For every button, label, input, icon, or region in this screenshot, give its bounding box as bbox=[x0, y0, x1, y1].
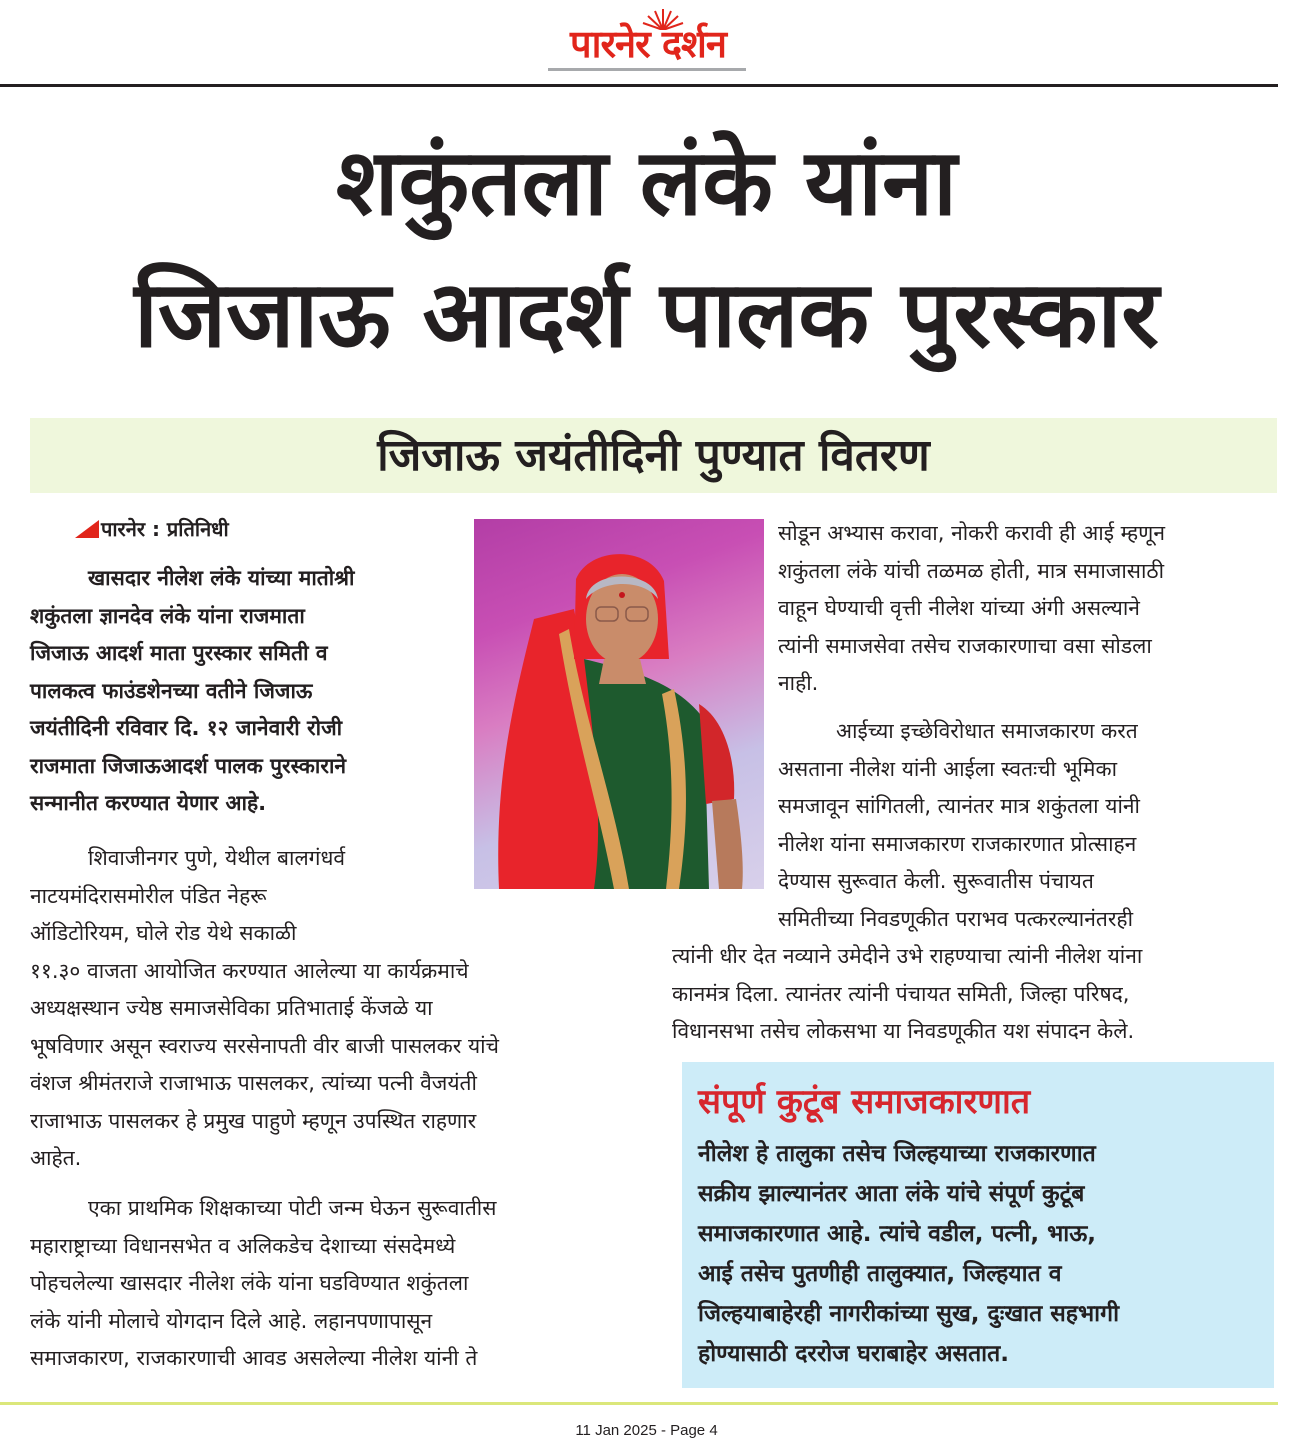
headline-line-2: जिजाऊ आदर्श पालक पुरस्कार bbox=[134, 261, 1159, 368]
text-line: कानमंत्र दिला. त्यानंतर त्यांनी पंचायत समिती, जिल्हा परिषद, bbox=[672, 981, 1130, 1006]
text-line: सोडून अभ्यास करावा, नोकरी करावी ही आई म्हणून bbox=[778, 521, 1166, 545]
article-paragraph-3 bbox=[30, 1190, 496, 1378]
text-line: नाटयमंदिरासमोरील पंडित नेहरू bbox=[30, 883, 267, 908]
sidebox-body bbox=[698, 1134, 1119, 1374]
text-line: समाजकारण, राजकारणाची आवड असलेल्या नीलेश यांनी ते bbox=[30, 1346, 478, 1370]
text-line: एका प्राथमिक शिक्षकाच्या पोटी जन्म घेऊन सुरूवातीस bbox=[88, 1196, 497, 1220]
red-triangle-icon bbox=[75, 520, 99, 538]
footer-divider bbox=[0, 1402, 1278, 1405]
article-paragraph-2 bbox=[30, 840, 499, 1178]
masthead bbox=[0, 0, 1293, 88]
logo-text: पारनेर दर्शन bbox=[570, 21, 726, 66]
article-paragraph-4 bbox=[778, 515, 1165, 703]
text-line: शिवाजीनगर पुणे, येथील बालगंधर्व bbox=[88, 846, 346, 870]
article-paragraph-5 bbox=[778, 713, 1140, 938]
text-line: आईच्या इच्छेविरोधात समाजकारण करत bbox=[836, 719, 1138, 743]
text-line: लंके यांनी मोलाचे योगदान दिले आहे. लहानपणापासून bbox=[30, 1308, 433, 1333]
text-line: समाजकारणात आहे. त्यांचे वडील, पत्नी, भाऊ, bbox=[698, 1221, 1096, 1247]
article-paragraph-6 bbox=[672, 938, 1142, 1051]
text-line: महाराष्ट्राच्या विधानसभेत व अलिकडेच देशाच्या संसदेमध्ये bbox=[30, 1233, 456, 1258]
text-line: राजाभाऊ पासलकर हे प्रमुख पाहुणे म्हणून उपस्थित राहणार bbox=[30, 1108, 477, 1133]
subheadline-band bbox=[30, 418, 1277, 493]
text-line: ऑडिटोरियम, घोले रोड येथे सकाळी bbox=[30, 921, 297, 945]
page-date-label: 11 Jan 2025 - Page 4 bbox=[575, 1422, 718, 1439]
text-line: विधानसभा तसेच लोकसभा या निवडणूकीत यश संपादन केले. bbox=[672, 1019, 1135, 1043]
text-line: वंशज श्रीमंतराजे राजाभाऊ पासलकर, त्यांच्या पत्नी वैजयंती bbox=[30, 1071, 477, 1095]
text-line: वाहून घेण्याची वृत्ती नीलेश यांच्या अंगी असल्याने bbox=[778, 596, 1140, 620]
masthead-divider bbox=[0, 84, 1278, 87]
subheadline: जिजाऊ जयंतीदिनी पुण्यात वितरण bbox=[377, 430, 930, 481]
text-line: पालकत्व फाउंडशेनच्या वतीने जिजाऊ bbox=[30, 678, 313, 703]
sidebox-title: संपूर्ण कुटूंब समाजकारणात bbox=[698, 1082, 1031, 1122]
text-line: नीलेश हे तालुका तसेच जिल्हयाच्या राजकारणात bbox=[698, 1141, 1096, 1167]
text-line: भूषविणार असून स्वराज्य सरसेनापती वीर बाजी पासलकर यांचे bbox=[30, 1033, 499, 1058]
text-line: शकुंतला लंके यांची तळमळ होती, मात्र समाजासाठी bbox=[778, 558, 1165, 583]
text-line: होण्यासाठी दररोज घराबाहेर असतात. bbox=[698, 1341, 1009, 1367]
text-line: आई तसेच पुतणीही तालुक्यात, जिल्हयात व bbox=[698, 1261, 1062, 1287]
text-line: राजमाता जिजाऊआदर्श पालक पुरस्काराने bbox=[30, 753, 347, 778]
dateline bbox=[75, 513, 229, 545]
text-line: सक्रीय झाल्यानंतर आता लंके यांचे संपूर्ण कुटूंब bbox=[698, 1181, 1085, 1207]
logo-underline bbox=[548, 68, 746, 71]
article-lead-paragraph bbox=[30, 560, 354, 823]
text-line: देण्यास सुरूवात केली. सुरूवातीस पंचायत bbox=[778, 869, 1094, 893]
text-line: अध्यक्षस्थान ज्येष्ठ समाजसेविका प्रतिभाताई केंजळे या bbox=[30, 996, 433, 1020]
text-line: जिजाऊ आदर्श माता पुरस्कार समिती व bbox=[30, 641, 328, 665]
text-line: समितीच्या निवडणूकीत पराभव पत्करल्यानंतरही bbox=[778, 906, 1134, 931]
portrait-photo bbox=[474, 519, 764, 889]
headline-line-1: शकुंतला लंके यांना bbox=[335, 129, 958, 236]
dateline-text: पारनेर : प्रतिनिधी bbox=[101, 517, 229, 541]
sidebar-box bbox=[682, 1062, 1274, 1388]
text-line: नाही. bbox=[778, 671, 819, 695]
text-line: शकुंतला ज्ञानदेव लंके यांना राजमाता bbox=[30, 603, 305, 628]
text-line: जिल्हयाबाहेरही नागरीकांच्या सुख, दुःखात सहभागी bbox=[698, 1301, 1120, 1327]
text-line: जयंतीदिनी रविवार दि. १२ जानेवारी रोजी bbox=[30, 716, 343, 740]
text-line: सन्मानीत करण्यात येणार आहे. bbox=[30, 791, 267, 815]
portrait-illustration bbox=[474, 519, 764, 889]
text-line: पोहचलेल्या खासदार नीलेश लंके यांना घडविण्यात शकुंतला bbox=[30, 1271, 469, 1295]
text-line: खासदार नीलेश लंके यांच्या मातोश्री bbox=[88, 566, 355, 590]
text-line: समजावून सांगितली, त्यानंतर मात्र शकुंतला यांनी bbox=[778, 794, 1140, 818]
newspaper-logo bbox=[546, 8, 750, 74]
text-line: असताना नीलेश यांनी आईला स्वतःची भूमिका bbox=[778, 756, 1118, 781]
text-line: त्यांनी समाजसेवा तसेच राजकारणाचा वसा सोडला bbox=[778, 633, 1152, 658]
text-line: नीलेश यांना समाजकारण राजकारणात प्रोत्साहन bbox=[778, 831, 1137, 856]
text-line: आहेत. bbox=[30, 1146, 82, 1170]
text-line: ११.३० वाजता आयोजित करण्यात आलेल्या या कार्यक्रमाचे bbox=[30, 958, 469, 983]
text-line: त्यांनी धीर देत नव्याने उमेदीने उभे राहण्याचा त्यांनी नीलेश यांना bbox=[672, 944, 1143, 968]
